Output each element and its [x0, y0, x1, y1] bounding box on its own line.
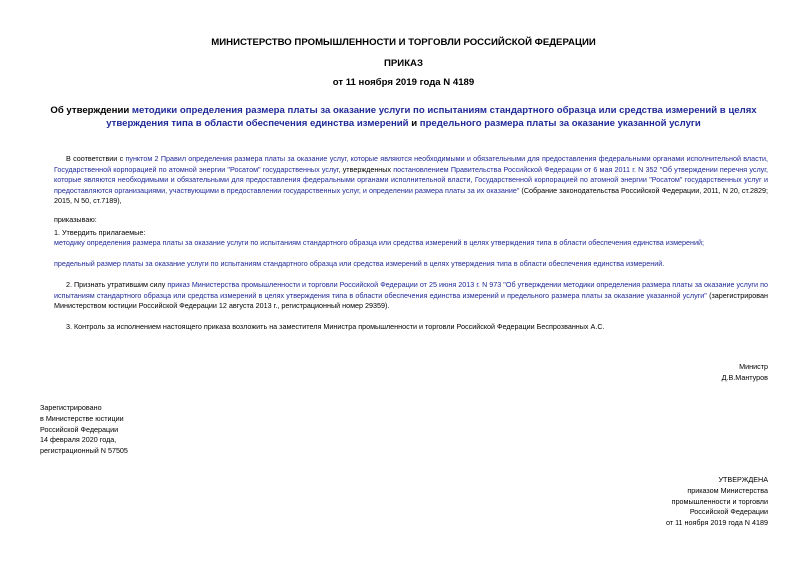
item-3-text: 3. Контроль за исполнением настоящего приказа возложить на заместителя Министра промышленности и торговли Российской Федерации Беспрозванных А.С. — [66, 322, 605, 331]
signature-name: Д.В.Мантуров — [721, 373, 768, 382]
preamble-text-2: , утвержденных — [338, 164, 394, 174]
item-1-methodology-link[interactable]: методику определения размера платы за оказание услуги по испытаниям стандартного образца или средства измерений в целях утверждения типа в области обеспечения единства измерений; — [54, 238, 705, 247]
registration-line: в Министерстве юстиции — [40, 413, 124, 423]
orders-text: приказываю: — [54, 215, 97, 224]
methodology-link[interactable]: методики определения размера платы за оказание услуги по испытаниям стандартного образца или средства измерений в целях утверждения типа в области обеспечения единства измерений — [106, 105, 757, 129]
approved-line: промышленности и торговли — [671, 496, 768, 506]
doc-type-heading: ПРИКАЗ — [384, 58, 423, 69]
preamble-text-3: (Собрание законодательства Российской Федерации, 2011, N 20, ст.2829; 2015, N 50, ст.7189), — [54, 185, 768, 205]
max-fee-link[interactable]: предельного размера платы за оказание указанной услуги — [419, 118, 701, 129]
preamble-text-1: В соответствии с — [66, 154, 126, 163]
government-decree-link[interactable]: постановлением Правительства Российской Федерации от 6 мая 2011 г. N 352 "Об утверждении перечня услуг, которые являются необходимыми и обязательными для предоставления федеральными органами исполнительной власти, Государственной корпорацией по атомной энергии "Росатом" государственных услуг и предоставляются организациями, участвующими в предоставлении государственных услуг, и определении размера платы за их оказание" — [54, 164, 768, 195]
approved-line: от 11 ноября 2019 года N 4189 — [665, 518, 768, 528]
title-prefix: Об утверждении — [50, 105, 132, 116]
registration-line: 14 февраля 2020 года, — [40, 435, 117, 445]
item-2-text-1: 2. Признать утратившим силу — [66, 280, 168, 289]
signature-role: Министр — [739, 362, 768, 371]
title-middle: и — [408, 118, 420, 129]
approved-line: приказом Министерства — [687, 485, 768, 495]
preamble-paragraph — [54, 154, 768, 207]
registration-block — [40, 403, 128, 457]
registration-line: Российской Федерации — [40, 424, 119, 434]
item-1-max-fee-link[interactable]: предельный размер платы за оказание услуги по испытаниям стандартного образца или средства измерений в целях утверждения типа в области обеспечения единства измерений. — [54, 259, 665, 268]
approved-line: УТВЕРЖДЕНА — [718, 475, 768, 484]
approved-block — [560, 475, 768, 529]
item-2-text-2: (зарегистрирован Министерством юстиции Российской Федерации 12 августа 2013 г., регистрационный номер 29359). — [54, 290, 768, 310]
item-1-text: 1. Утвердить прилагаемые: — [54, 228, 146, 237]
date-number-heading: от 11 ноября 2019 года N 4189 — [332, 77, 475, 88]
rules-link[interactable]: пунктом 2 Правил определения размера платы за оказание услуг, которые являются необходимыми и обязательными для предоставления федеральными органами исполнительной власти, Государственной корпорацией по атомной энергии "Росатом" государственных услуг — [54, 154, 768, 174]
repealed-order-link[interactable]: приказ Министерства промышленности и торговли Российской Федерации от 25 июня 2013 г. N 973 "Об утверждении методики определения размера платы за оказание услуги по испытаниям стандартного образца или средства измерений в целях утверждения типа в области обеспечения единства измерений и предельного размера платы за оказание указанной услуги" — [54, 280, 768, 300]
item-2-paragraph — [54, 280, 768, 312]
ministry-heading: МИНИСТЕРСТВО ПРОМЫШЛЕННОСТИ И ТОРГОВЛИ РОССИЙСКОЙ ФЕДЕРАЦИИ — [211, 37, 596, 48]
registration-line: регистрационный N 57505 — [40, 446, 128, 456]
registration-line: Зарегистрировано — [40, 403, 102, 412]
document-title — [40, 104, 767, 130]
approved-line: Российской Федерации — [689, 507, 768, 517]
